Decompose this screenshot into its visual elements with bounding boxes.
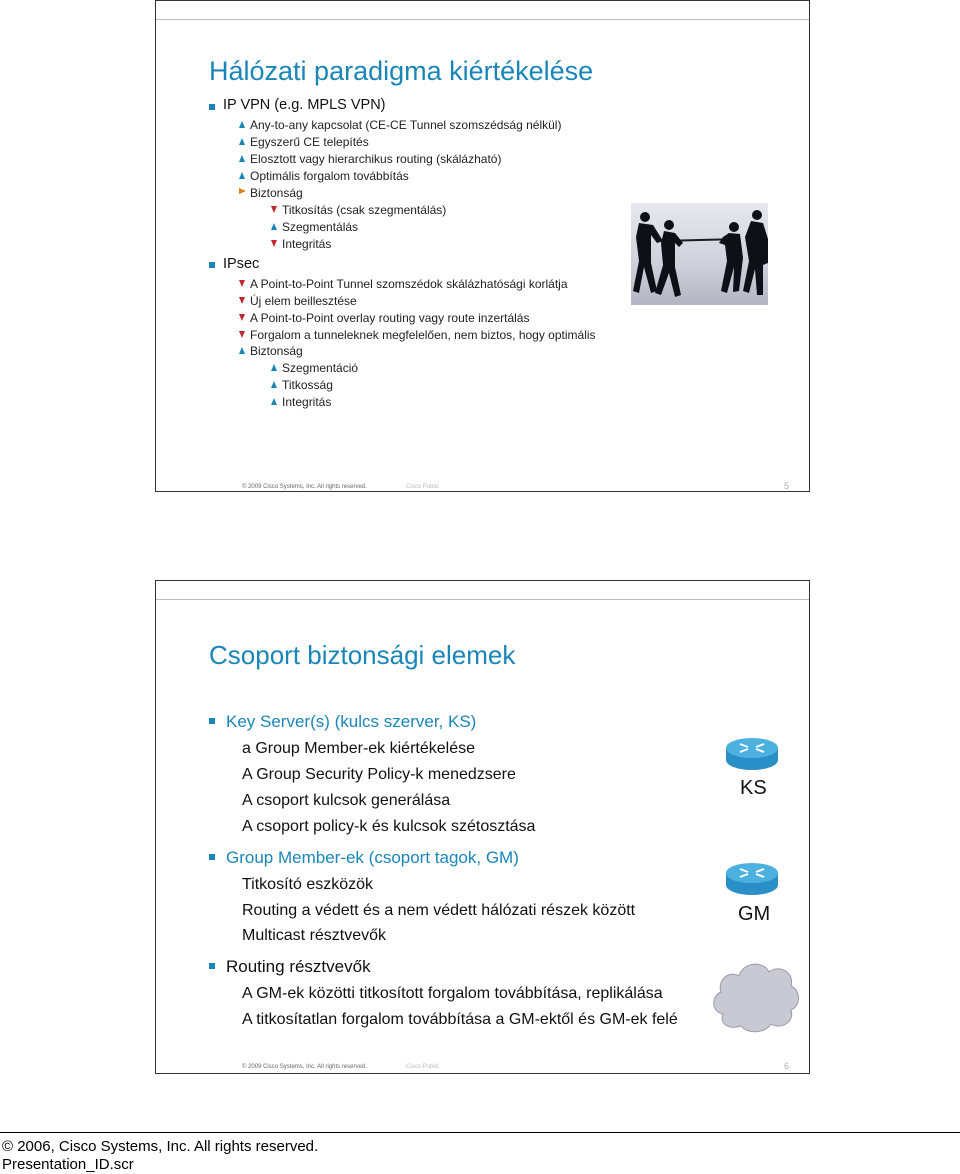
gm-item-encryption: Titkosító eszközök — [242, 876, 374, 893]
bullet-integrity: Integritás — [282, 237, 332, 251]
gm-label: GM — [738, 903, 771, 925]
square-bullet-icon — [209, 262, 215, 268]
page-footer-rule — [0, 1132, 960, 1133]
triangle-up-bullet-icon — [271, 381, 277, 388]
bullet-segmentation: Szegmentálás — [282, 220, 359, 234]
ks-item-key-generation: A csoport kulcsok generálása — [242, 792, 451, 809]
triangle-up-bullet-icon — [271, 398, 277, 405]
slide-1-page-number: 5 — [784, 481, 790, 491]
bullet-ipsec-security: Biztonság — [250, 344, 303, 358]
bullet-traffic: Forgalom a tunneleknek megfelelően, nem biztos, hogy optimális — [250, 328, 596, 342]
ks-router-icon — [724, 736, 780, 772]
bullet-p2p-limit: A Point-to-Point Tunnel szomszédok skálázhatósági korlátja — [250, 277, 568, 291]
bullet-routing-participants: Routing résztvevők — [226, 957, 371, 976]
slide-top-rule — [156, 599, 809, 600]
slide-2-page-number: 6 — [784, 1061, 790, 1071]
gm-item-routing: Routing a védett és a nem védett hálózati részek között — [242, 902, 636, 919]
bullet-key-server: Key Server(s) (kulcs szerver, KS) — [226, 712, 477, 731]
page-footer-copyright: © 2006, Cisco Systems, Inc. All rights reserved. — [2, 1138, 319, 1155]
bullet-segmentation-2: Szegmentáció — [282, 361, 359, 375]
bullet-group-member: Group Member-ek (csoport tagok, GM) — [226, 848, 519, 867]
page-footer-presentation-id: Presentation_ID.scr — [2, 1156, 134, 1173]
triangle-right-bullet-icon — [239, 188, 246, 194]
triangle-down-bullet-icon — [271, 240, 277, 247]
bullet-routing: Elosztott vagy hierarchikus routing (skálázható) — [250, 152, 502, 166]
bullet-any-to-any: Any-to-any kapcsolat (CE-CE Tunnel szomszédság nélkül) — [250, 118, 562, 132]
slide-1-footer-copyright: © 2009 Cisco Systems, Inc. All rights reserved. — [242, 484, 367, 490]
tug-of-war-photo — [631, 203, 768, 305]
gm-router-icon — [724, 861, 780, 897]
triangle-up-bullet-icon — [239, 121, 245, 128]
triangle-down-bullet-icon — [271, 206, 277, 213]
bullet-ce-install: Egyszerű CE telepítés — [250, 135, 369, 149]
triangle-down-bullet-icon — [239, 297, 245, 304]
bullet-security: Biztonság — [250, 186, 303, 200]
slide-1-title: Hálózati paradigma kiértékelése — [209, 56, 594, 86]
slide-2-title: Csoport biztonsági elemek — [209, 640, 516, 670]
slide-2-footer-copyright: © 2009 Cisco Systems, Inc. All rights reserved. — [242, 1064, 367, 1070]
bullet-integrity-2: Integritás — [282, 395, 332, 409]
bullet-confidentiality: Titkosság — [282, 378, 333, 392]
square-bullet-icon — [209, 854, 215, 860]
bullet-forwarding: Optimális forgalom továbbítás — [250, 169, 409, 183]
triangle-up-bullet-icon — [239, 155, 245, 162]
triangle-up-bullet-icon — [239, 138, 245, 145]
bullet-ip-vpn: IP VPN (e.g. MPLS VPN) — [223, 97, 386, 113]
slide-2 — [155, 580, 810, 1074]
square-bullet-icon — [209, 963, 215, 969]
routing-item-replication: A GM-ek közötti titkosított forgalom továbbítása, replikálása — [242, 985, 663, 1002]
triangle-down-bullet-icon — [239, 280, 245, 287]
triangle-down-bullet-icon — [239, 331, 245, 338]
square-bullet-icon — [209, 104, 215, 110]
triangle-up-bullet-icon — [271, 364, 277, 371]
slide-top-rule — [156, 19, 809, 20]
gm-item-multicast: Multicast résztvevők — [242, 927, 387, 944]
bullet-encryption: Titkosítás (csak szegmentálás) — [282, 203, 447, 217]
routing-item-forwarding: A titkosítatlan forgalom továbbítása a GM-ektől és GM-ek felé — [242, 1011, 678, 1028]
slide-1-footer-public: Cisco Public — [406, 484, 440, 490]
network-cloud-icon — [709, 956, 801, 1034]
square-bullet-icon — [209, 718, 215, 724]
slide-2-footer-public: Cisco Public — [406, 1064, 440, 1070]
slide-1 — [155, 0, 810, 492]
ks-item-policy-manager: A Group Security Policy-k menedzsere — [242, 766, 516, 783]
ks-label: KS — [740, 777, 767, 799]
triangle-up-bullet-icon — [239, 347, 245, 354]
bullet-ipsec: IPsec — [223, 256, 260, 272]
ks-item-evaluation: a Group Member-ek kiértékelése — [242, 740, 475, 757]
triangle-up-bullet-icon — [239, 172, 245, 179]
triangle-down-bullet-icon — [239, 314, 245, 321]
bullet-overlay-routing: A Point-to-Point overlay routing vagy route inzertálás — [250, 311, 530, 325]
triangle-up-bullet-icon — [271, 223, 277, 230]
bullet-new-element: Új elem beillesztése — [250, 294, 357, 308]
ks-item-distribution: A csoport policy-k és kulcsok szétosztása — [242, 818, 536, 835]
